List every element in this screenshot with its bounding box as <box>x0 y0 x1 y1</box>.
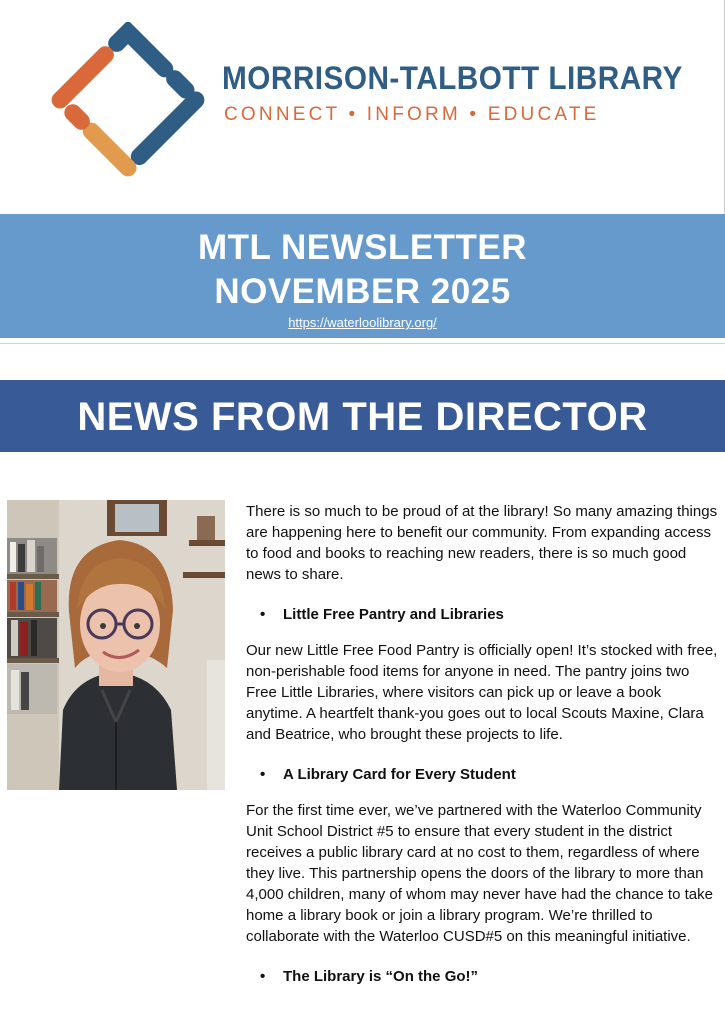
divider <box>0 343 725 344</box>
director-article <box>246 501 722 987</box>
newsletter-header <box>0 0 725 214</box>
director-photo <box>7 500 225 790</box>
library-tagline: CONNECT • INFORM • EDUCATE <box>224 104 600 125</box>
newsletter-title-banner <box>0 214 725 338</box>
newsletter-title: MTL NEWSLETTER <box>197 228 528 267</box>
newsletter-issue-date: NOVEMBER 2025 <box>214 272 511 311</box>
article-item-heading: • Little Free Pantry and Libraries <box>246 604 722 625</box>
article-intro: There is so much to be proud of at the library! So many amazing things are happening here to benefit our community. From expanding access to food and books to reaching new readers, there is so much good news to share. <box>246 503 718 583</box>
section-heading: NEWS FROM THE DIRECTOR <box>0 380 725 452</box>
library-website-link[interactable]: https://waterloolibrary.org/ <box>288 315 437 330</box>
article-item-body: For the first time ever, we’ve partnered with the Waterloo Community Unit School District #5 to ensure that every student in the district receives a public library card at no cost to them, regardless of where they live. This partnership opens the doors of the library to more than 4,000 children, many of whom may never have had the chance to take home a library book or join a library program. We’re thrilled to collaborate with the Waterloo CUSD#5 on this meaningful initiative. <box>246 802 713 945</box>
library-logo-icon <box>50 22 206 178</box>
article-item-heading: • The Library is “On the Go!” <box>246 966 722 987</box>
article-item-heading: • A Library Card for Every Student <box>246 764 722 785</box>
article-item-body: Our new Little Free Food Pantry is officially open! It’s stocked with free, non-perishable food items for anyone in need. The pantry joins two Free Little Libraries, where visitors can pick up or leave a book anytime. A heartfelt thank-you goes out to local Scouts Maxine, Clara and Beatrice, who brought these projects to life. <box>246 642 718 743</box>
library-name: MORRISON-TALBOTT LIBRARY <box>222 60 683 96</box>
